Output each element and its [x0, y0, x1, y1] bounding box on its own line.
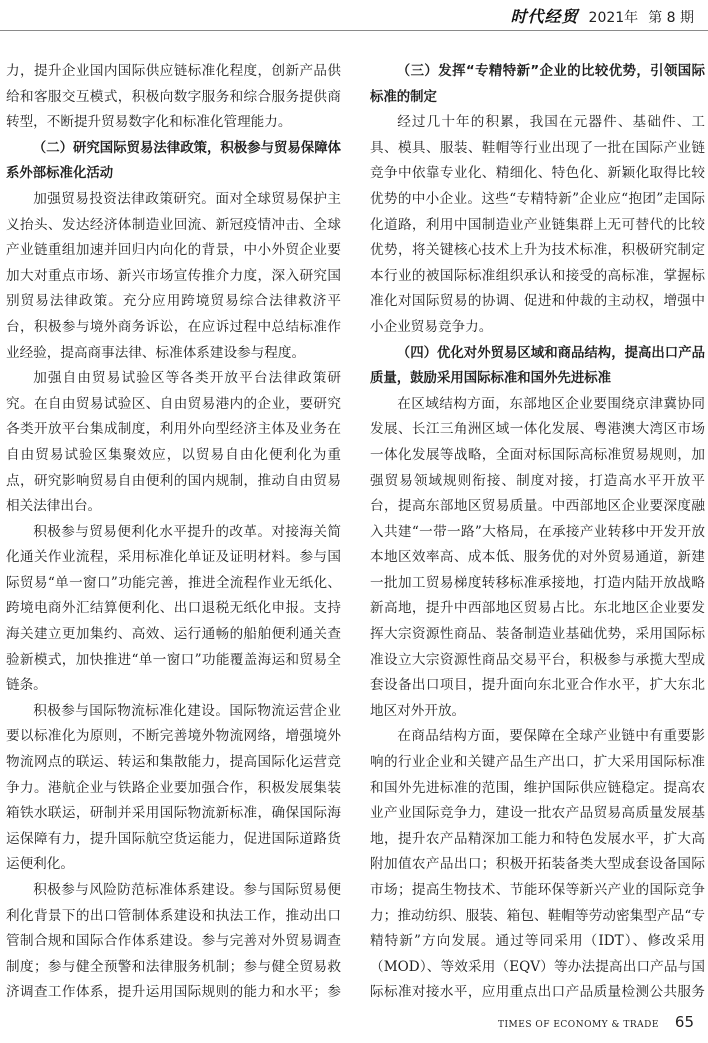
page-number: 65 — [674, 1013, 694, 1031]
issue-number: 第 8 期 — [648, 10, 694, 26]
body-paragraph: 力，提升企业国内国际供应链标准化程度，创新产品供给和客服交互模式，积极向数字服务和综合服务提供商转型，不断提升贸易数字化和标准化管理能力。 — [6, 63, 341, 131]
page-footer — [498, 1013, 694, 1031]
right-column — [370, 59, 705, 1005]
header-rule — [0, 30, 708, 31]
page-header — [0, 0, 708, 30]
header-meta — [511, 4, 694, 27]
footer-magazine-name: TIMES OF ECONOMY & TRADE — [498, 1020, 659, 1030]
issue-year: 2021年 — [588, 10, 639, 26]
body-paragraph: 积极参与国际物流标准化建设。国际物流运营企业要以标准化为原则，不断完善境外物流网络，增强境外物流网点的联运、转运和集散能力，提高国际化运营竞争力。港航企业与铁路企业要加强合作，积极发展集装箱铁水联运，研制并采用国际物流新标准，确保国际海运保障有力，提升国际航空货运能力，促进国际道路货运便利化。 — [6, 702, 341, 873]
body-paragraph: 经过几十年的积累，我国在元器件、基础件、工具、模具、服装、鞋帽等行业出现了一批在国际产业链竞争中依靠专业化、精细化、特色化、新颖化取得比较优势的中小企业。这些“专精特新”企业应“抱团”走国际化道路，利用中国制造业产业链集群上无可替代的比较优势，将关键核心技术上升为技术标准，积极研究制定本行业的被国际标准组织承认和接受的高标准，掌握标准化对国际贸易的协调、促进和仲裁的主动权，增强中小企业贸易竞争力。 — [370, 114, 705, 335]
body-paragraph: 在区域结构方面，东部地区企业要围绕京津冀协同发展、长江三角洲区域一体化发展、粤港澳大湾区市场一体化发展等战略，全面对标国际高标准贸易规则，加强贸易领域规则衔接、制度对接，打造高水平开放平台，提高东部地区贸易质量。中西部地区企业要深度融入共建“一带一路”大格局，在承接产业转移中开发开放本地区效率高、成本低、服务优的对外贸易通道，新建一批加工贸易梯度转移标准承接地，打造内陆开放战略新高地，提升中西部地区贸易占比。东北地区企业要发挥大宗资源性商品、装备制造业基础优势，采用国际标准设立大宗资源性商品交易平台，积极参与承揽大型成套设备出口项目，提升面向东北亚合作水平，扩大东北地区对外开放。 — [370, 395, 705, 719]
magazine-brand: 时代经贸 — [510, 7, 579, 26]
section-heading: （四）优化对外贸易区域和商品结构，提高出口产品质量，鼓励采用国际标准和国外先进标准 — [370, 345, 705, 387]
left-column — [6, 59, 341, 1005]
body-paragraph: 加强自由贸易试验区等各类开放平台法律政策研究。在自由贸易试验区、自由贸易港内的企业，要研究各类开放平台集成制度，利用外向型经济主体及业务在自由贸易试验区集聚效应，以贸易自由化便利化为重点，研究影响贸易自由便利的国内规制，推动自由贸易相关法律出台。 — [6, 370, 341, 515]
section-heading: （二）研究国际贸易法律政策，积极参与贸易保障体系外部标准化活动 — [6, 140, 341, 182]
body-paragraph: 在商品结构方面，要保障在全球产业链中有重要影响的行业企业和关键产品生产出口，扩大采用国际标准和国外先进标准的范围，维护国际供应链稳定。提高农业产业国际竞争力，建设一批农产品贸易高质量发展基地，提升农产品精深加工能力和特色发展水平，扩大高附加值农产品出口；积极开拓装备类大型成套设备国际市场；提高生物技术、节能环保等新兴产业的国际竞争力；推动纺织、服装、箱包、鞋帽等劳动密集型产品“专精特新”方向发展。通过等同采用（IDT）、修改采用（MOD）、等效采用（EQV）等办法提高出口产品与国际标准对接水平，应用重点出口产品质量检测公共服务 — [370, 728, 705, 1001]
body-paragraph: 积极参与贸易便利化水平提升的改革。对接海关简化通关作业流程，采用标准化单证及证明材料。参与国际贸易“单一窗口”功能完善，推进全流程作业无纸化、跨境电商外汇结算便利化、出口退税无纸化申报。支持海关建立更加集约、高效、运行通畅的船舶便利通关查验新模式，加快推进“单一窗口”功能覆盖海运和贸易全链条。 — [6, 523, 341, 694]
body-paragraph: 加强贸易投资法律政策研究。面对全球贸易保护主义抬头、发达经济体制造业回流、新冠疫情冲击、全球产业链重组加速并回归内向化的背景，中小外贸企业要加大对重点市场、新兴市场宣传推介力度，深入研究国别贸易法律政策。充分应用跨境贸易综合法律救济平台，积极参与境外商务诉讼，在应诉过程中总结标准作业经验，提高商事法律、标准体系建设参与程度。 — [6, 190, 341, 361]
body-paragraph: 积极参与风险防范标准体系建设。参与国际贸易便利化背景下的出口管制体系建设和执法工作，推动出口管制合规和国际合作体系建设。参与完善对外贸易调查制度；参与健全预警和法律服务机制；参与健全贸易救济调查工作体系，提升运用国际规则的能力和水平；参 — [6, 882, 341, 1001]
section-heading: （三）发挥“专精特新”企业的比较优势，引领国际标准的制定 — [370, 64, 705, 105]
